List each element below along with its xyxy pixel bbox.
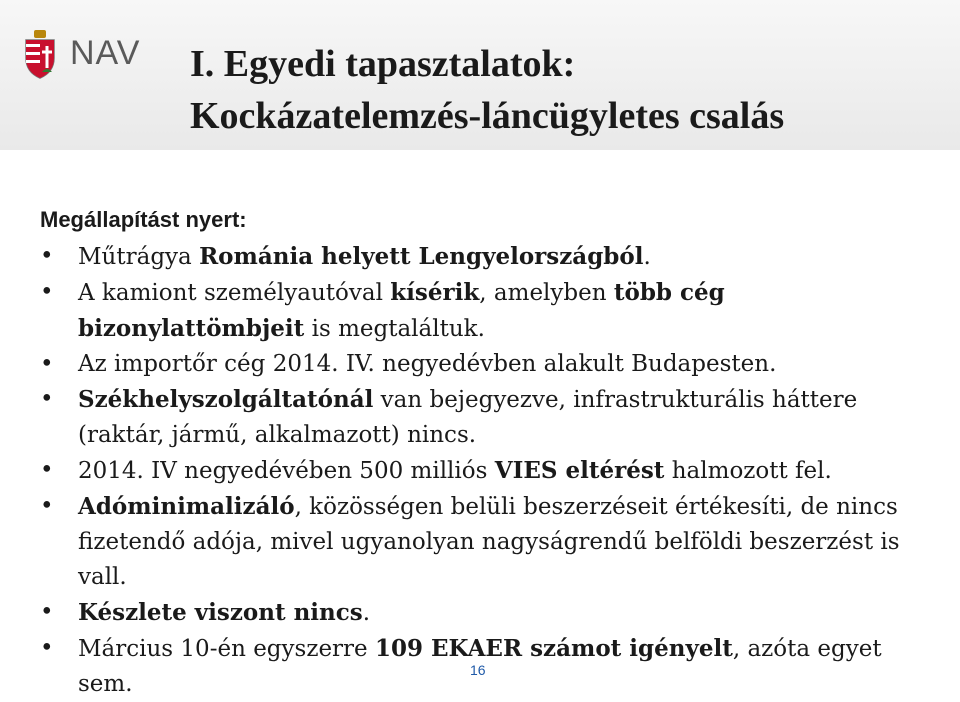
bullet-list: [40, 239, 940, 702]
bullet-marker: •: [40, 635, 54, 661]
bullet-marker: •: [40, 351, 54, 377]
bullet-marker: •: [40, 457, 54, 483]
bullet-marker: •: [40, 493, 54, 519]
bullet-item: • Az importőr cég 2014. IV. negyedévben alakult Budapesten.: [40, 347, 940, 382]
nav-logo-text: NAV: [70, 34, 141, 72]
title-line-2: Kockázatelemzés-láncügyletes csalás: [190, 95, 785, 137]
bullet-item: • 2014. IV negyedévében 500 milliós VIES eltérést halmozott fel.: [40, 453, 940, 489]
bullet-marker: •: [40, 243, 54, 269]
slide-header: [0, 0, 960, 150]
bullet-item: • Készlete viszont nincs.: [40, 595, 940, 631]
slide-title: [190, 38, 784, 142]
bullet-item: • A kamiont személyautóval kísérik, amelyben több cég bizonylattömbjeit is megtaláltuk.: [40, 275, 940, 347]
bullet-item: • Műtrágya Románia helyett Lengyelországból.: [40, 239, 940, 275]
hungarian-coat-of-arms-icon: [20, 28, 60, 80]
subtitle: Megállapítást nyert:: [40, 207, 247, 232]
bullet-item: • Székhelyszolgáltatónál van bejegyezve, infrastrukturális háttere (raktár, jármű, alkalmazott) nincs.: [40, 382, 940, 453]
bullet-marker: •: [40, 599, 54, 625]
bullet-item: • Március 10-én egyszerre 109 EKAER számot igényelt, azóta egyet sem.: [40, 631, 940, 702]
nav-logo: [20, 28, 60, 84]
bullet-marker: •: [40, 386, 54, 412]
page-number: 16: [470, 662, 486, 678]
slide-content: [40, 205, 940, 702]
bullet-marker: •: [40, 279, 54, 305]
bullet-item: • Adóminimalizáló, közösségen belüli beszerzéseit értékesíti, de nincs fizetendő adója, mivel ugyanolyan nagyságrendű belföldi beszerzést is vall.: [40, 489, 940, 595]
title-line-1: I. Egyedi tapasztalatok:: [190, 43, 576, 85]
